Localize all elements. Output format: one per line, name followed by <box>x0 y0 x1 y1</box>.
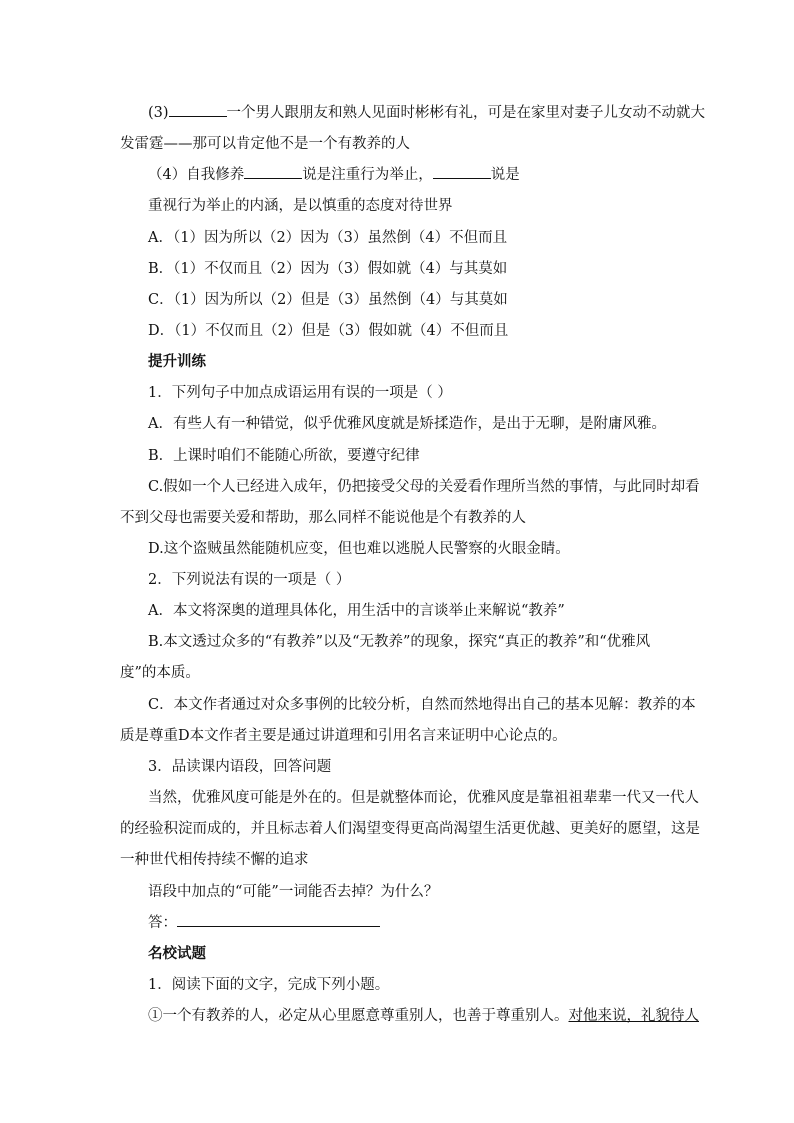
q1-option-c-line-1: C.假如一个人已经进入成年，仍把接受父母的关爱看作理所当然的事情，与此同时却看 <box>148 479 700 495</box>
q4-line-1 <box>148 166 520 184</box>
q3-number: (3) <box>148 105 169 121</box>
answer-line <box>148 914 380 932</box>
q1-option-a: A．有些人有一种错觉，似乎优雅风度就是矫揉造作，是出于无聊，是附庸风雅。 <box>148 416 666 432</box>
reading-text: ①一个有教养的人，必定从心里愿意尊重别人，也善于尊重别人。 <box>148 1008 569 1024</box>
answer-blank[interactable] <box>433 166 491 179</box>
question-2: 2．下列说法有误的一项是（ ） <box>148 572 351 588</box>
answer-blank[interactable] <box>169 104 227 117</box>
reading-passage-line-1 <box>148 1007 699 1025</box>
option-d: D．（1）不仅而且（2）但是（3）假如就（4）不但而且 <box>148 323 509 339</box>
option-b: B．（1）不仅而且（2）因为（3）假如就（4）与其莫如 <box>148 261 508 277</box>
answer-label: 答： <box>148 915 177 931</box>
q2-option-b-line-1: B.本文透过众多的“有教养”以及“无教养”的现象，探究“真正的教养”和“优雅风 <box>148 634 651 650</box>
q3-line-2: 发雷霆——那可以肯定他不是一个有教养的人 <box>120 136 410 152</box>
q1-option-b: B．上课时咱们不能随心所欲，要遵守纪律 <box>148 448 420 464</box>
answer-blank[interactable] <box>244 166 302 179</box>
q4-tail: 说是 <box>490 167 520 183</box>
q1-option-c-line-2: 不到父母也需要关爱和帮助，那么同样不能说他是个有教养的人 <box>120 510 526 526</box>
q4-mid: 说是注重行为举止， <box>302 167 433 183</box>
section-heading-improve: 提升训练 <box>148 353 206 370</box>
q3-prompt: 语段中加点的“可能”一词能否去掉？为什么？ <box>148 884 439 900</box>
q4-line-2: 重视行为举止的内涵，是以慎重的态度对待世界 <box>148 198 453 214</box>
option-a: A．（1）因为所以（2）因为（3）虽然倒（4）不但而且 <box>148 230 508 246</box>
q2-option-a: A．本文将深奥的道理具体化，用生活中的言谈举止来解说“教养” <box>148 603 565 619</box>
passage-line-3: 一种世代相传持续不懈的追求 <box>120 852 309 868</box>
passage-line-1: 当然，优雅风度可能是外在的。但是就整体而论，优雅风度是靠祖祖辈辈一代又一代人 <box>148 790 699 806</box>
school-question-1: 1．阅读下面的文字，完成下列小题。 <box>148 977 390 993</box>
passage-line-2: 的经验积淀而成的，并且标志着人们渴望变得更高尚渴望生活更优越、更美好的愿望，这是 <box>120 821 700 837</box>
underlined-sentence: 对他来说，礼貌待人 <box>568 1008 699 1024</box>
question-1: 1．下列句子中加点成语运用有误的一项是（ ） <box>148 385 452 401</box>
q2-option-b-line-2: 度”的本质。 <box>120 665 200 681</box>
q2-option-c-line-1: C．本文作者通过对众多事例的比较分析，自然而然地得出自己的基本见解：教养的本 <box>148 697 696 713</box>
q4-lead: （4）自我修养 <box>148 167 245 183</box>
question-3: 3．品读课内语段，回答问题 <box>148 759 332 775</box>
section-heading-school: 名校试题 <box>148 945 206 962</box>
q2-option-c-line-2: 质是尊重D本文作者主要是通过讲道理和引用名言来证明中心论点的。 <box>120 728 567 744</box>
q3-line-1 <box>148 104 705 122</box>
answer-blank[interactable] <box>177 914 380 927</box>
q1-option-d: D.这个盗贼虽然能随机应变，但也难以逃脱人民警察的火眼金睛。 <box>148 541 570 557</box>
option-c: C．（1）因为所以（2）但是（3）虽然倒（4）与其莫如 <box>148 292 508 308</box>
q3-text: 一个男人跟朋友和熟人见面时彬彬有礼，可是在家里对妻子儿女动不动就大 <box>226 105 706 121</box>
